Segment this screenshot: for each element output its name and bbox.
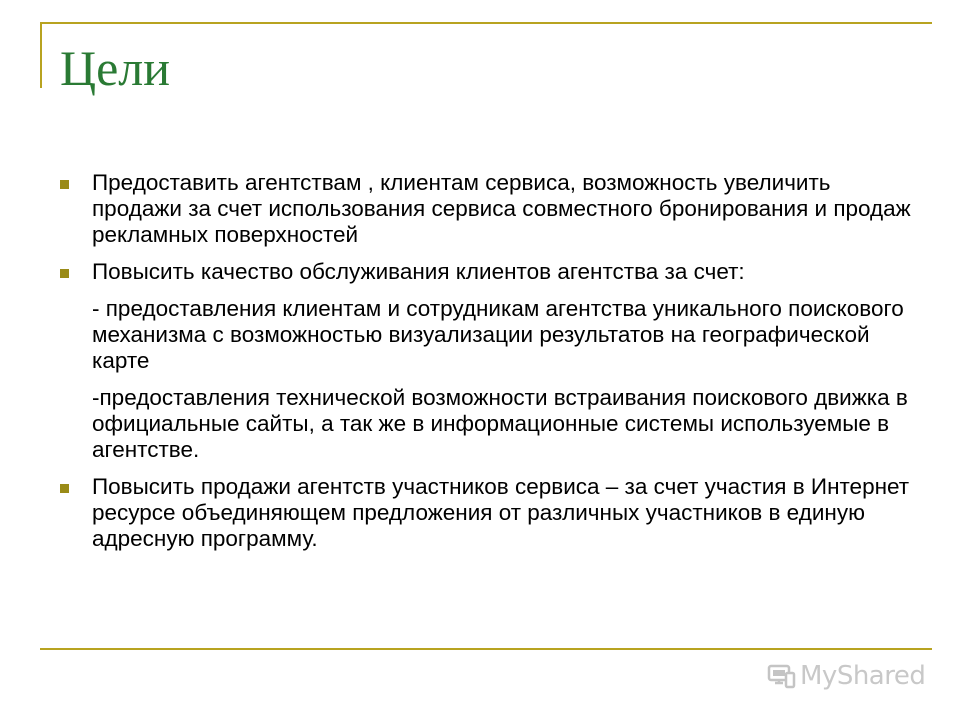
myshared-logo-icon	[766, 661, 796, 691]
slide-content-list	[60, 170, 920, 563]
bottom-border-line	[40, 648, 932, 650]
left-border-line	[40, 22, 42, 88]
myshared-watermark	[766, 656, 925, 696]
slide-title: Цели	[60, 40, 171, 96]
bullet-item-increase-sales: Повысить продажи агентств участников сервиса – за счет участия в Интернет ресурсе объединяющем предложения от различных участников в единую адресную программу.	[60, 474, 920, 552]
sub-item-engine-embedding: -предоставления технической возможности встраивания поискового движка в официальные сайты, а так же в информационные системы используемые в агентстве.	[92, 385, 908, 462]
bullet-item-agencies-sales: Предоставить агентствам , клиентам сервиса, возможность увеличить продажи за счет использования сервиса совместного бронирования и продаж рекламных поверхностей	[60, 170, 920, 248]
sub-item-search-mechanism: - предоставления клиентам и сотрудникам агентства уникального поискового механизма с возможностью визуализации результатов на географической карте	[92, 296, 904, 373]
bullet-item-service-quality: Повысить качество обслуживания клиентов агентства за счет:	[60, 259, 920, 285]
watermark-text: MyShared	[800, 661, 926, 691]
top-border-line	[40, 22, 932, 24]
